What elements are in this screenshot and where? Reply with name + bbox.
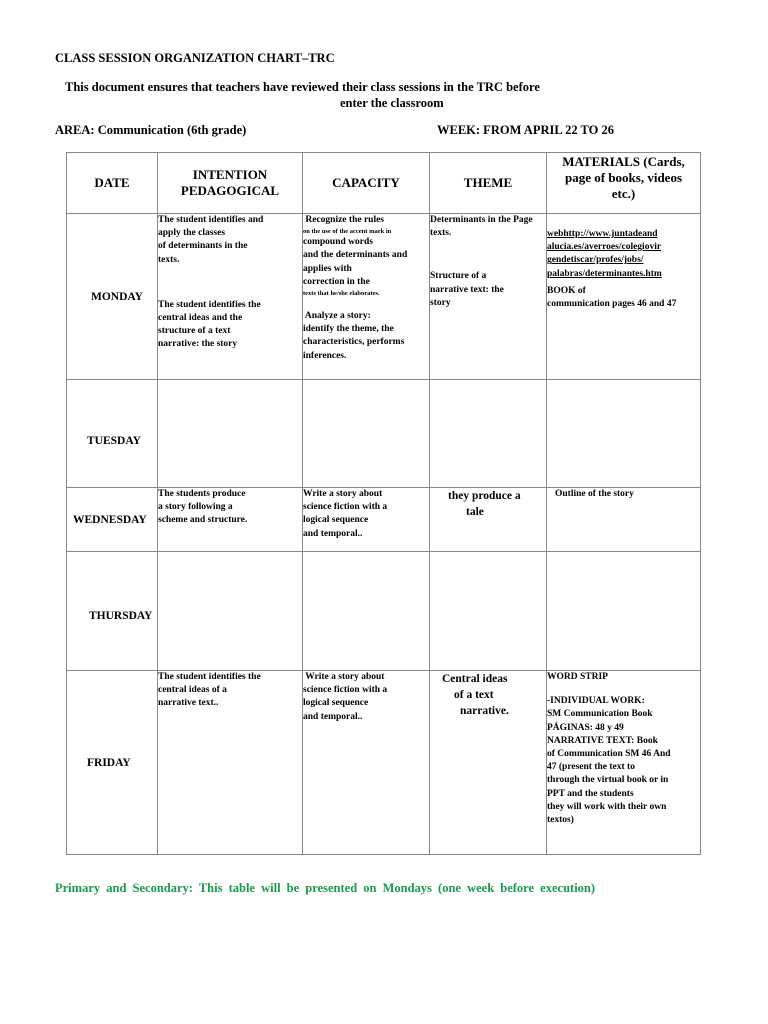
thursday-row	[67, 552, 701, 671]
tuesday-theme	[430, 380, 547, 488]
monday-row	[67, 214, 701, 380]
wednesday-theme: they produce a tale	[430, 488, 547, 552]
document-title: CLASS SESSION ORGANIZATION CHART–TRC	[55, 51, 335, 65]
friday-materials: WORD STRIP -INDIVIDUAL WORK: SM Communication Book PÁGINAS: 48 y 49 NARRATIVE TEXT: Book of Communication SM 46 And 47 (present the text to through the virtual book or in PPT and the students they will work with their own textos)	[547, 671, 701, 855]
tuesday-row	[67, 380, 701, 488]
header-materials: MATERIALS (Cards, page of books, videos etc.)	[547, 153, 701, 214]
friday-row	[67, 671, 701, 855]
materials-link[interactable]: palabras/determinantes.htm	[547, 268, 662, 279]
wednesday-materials: Outline of the story	[547, 488, 701, 552]
monday-materials: webhttp://www.juntadeand alucia.es/averroes/colegiovir gendetiscar/profes/jobs/ palabras/determinantes.htm BOOK of communication pages 46 and 47	[547, 214, 701, 380]
wednesday-row	[67, 488, 701, 552]
wednesday-intention: The students produce a story following a scheme and structure.	[158, 488, 303, 552]
day-friday: FRIDAY	[67, 671, 158, 855]
materials-link[interactable]: webhttp://www.juntadeand	[547, 229, 658, 239]
thursday-capacity	[303, 552, 430, 671]
monday-theme: Determinants in the Page texts. Structure of a narrative text: the story	[430, 214, 547, 380]
intro-line-2: enter the classroom	[340, 96, 444, 110]
footer-note: Primary and Secondary: This table will be presented on Mondays (one week before execution)	[55, 881, 596, 895]
friday-intention: The student identifies the central ideas of a narrative text..	[158, 671, 303, 855]
header-row	[67, 153, 701, 214]
day-monday: MONDAY	[67, 214, 158, 380]
friday-capacity: Write a story about science fiction with a logical sequence and temporal..	[303, 671, 430, 855]
tuesday-materials	[547, 380, 701, 488]
day-wednesday: WEDNESDAY	[67, 488, 158, 552]
intro-text	[55, 79, 655, 111]
tuesday-capacity	[303, 380, 430, 488]
header-capacity: CAPACITY	[303, 153, 430, 214]
header-date: DATE	[67, 153, 158, 214]
area-label: AREA: Communication (6th grade)	[55, 123, 247, 137]
thursday-materials	[547, 552, 701, 671]
day-tuesday: TUESDAY	[67, 380, 158, 488]
day-thursday: THURSDAY	[67, 552, 158, 671]
friday-theme: Central ideas of a text narrative.	[430, 671, 547, 855]
tuesday-intention	[158, 380, 303, 488]
thursday-intention	[158, 552, 303, 671]
thursday-theme	[430, 552, 547, 671]
organization-table	[66, 152, 701, 855]
materials-link[interactable]: gendetiscar/profes/jobs/	[547, 255, 644, 266]
header-theme: THEME	[430, 153, 547, 214]
week-label: WEEK: FROM APRIL 22 TO 26	[437, 123, 614, 137]
monday-intention: The student identifies and apply the classes of determinants in the texts. The student identifies the central ideas and the structure of a text narrative: the story	[158, 214, 303, 380]
monday-capacity: Recognize the rules on the use of the accent mark in compound words and the determinants and applies with correction in the texts that he/she elaborates. Analyze a story: identify the theme, the characteristics, performs inferences.	[303, 214, 430, 380]
materials-link[interactable]: alucia.es/averroes/colegiovir	[547, 242, 662, 253]
intro-line-1: This document ensures that teachers have reviewed their class sessions in the TRC before	[65, 80, 540, 94]
header-intention: INTENTION PEDAGOGICAL	[158, 153, 303, 214]
wednesday-capacity: Write a story about science fiction with a logical sequence and temporal..	[303, 488, 430, 552]
